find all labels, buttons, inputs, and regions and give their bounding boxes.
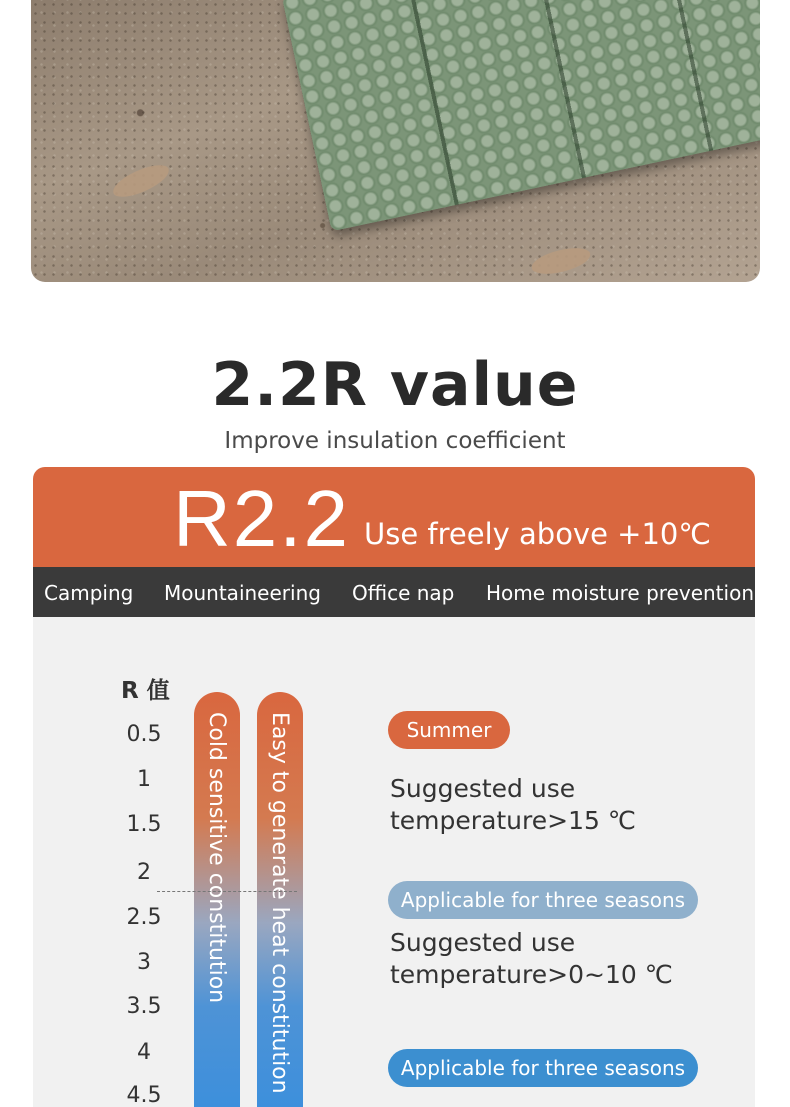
page-subtitle: Improve insulation coefficient <box>224 428 566 454</box>
scale-tick: 0.5 <box>126 722 162 747</box>
r-value-card <box>33 467 755 1107</box>
scale-tick: 4.5 <box>126 1083 162 1107</box>
season-badge-three-seasons: Applicable for three seasons <box>388 881 698 919</box>
page-title: 2.2R value <box>211 350 579 420</box>
scenario-mountaineering: Mountaineering <box>164 581 321 605</box>
scale-tick: 2.5 <box>126 905 162 930</box>
suggestion-line: Suggested use <box>390 774 576 803</box>
scenario-bar <box>33 567 755 617</box>
cold-constitution-bar <box>194 692 240 1107</box>
scale-tick: 3 <box>137 950 151 975</box>
scenario-office-nap: Office nap <box>352 581 455 605</box>
scale-tick: 2 <box>137 860 151 885</box>
season-badge-three-seasons-2: Applicable for three seasons <box>388 1049 698 1087</box>
scale-tick: 3.5 <box>126 994 162 1019</box>
suggestion-three-seasons <box>390 927 673 991</box>
r-value-number: R2.2 <box>173 474 350 563</box>
cold-constitution-label: Cold sensitive constitution <box>204 712 229 1004</box>
season-badge-summer: Summer <box>388 711 510 749</box>
scale-header: R 值 <box>121 678 170 704</box>
suggestion-summer <box>390 773 636 837</box>
product-photo <box>31 0 760 282</box>
scale-tick: 1.5 <box>126 812 162 837</box>
heat-constitution-label: Easy to generate heat constitution <box>267 712 292 1094</box>
suggestion-line: temperature>15 ℃ <box>390 806 636 835</box>
suggestion-line: temperature>0~10 ℃ <box>390 960 673 989</box>
suggestion-line: Suggested use <box>390 928 576 957</box>
r-value-marker-line <box>157 891 297 892</box>
heat-constitution-bar <box>257 692 303 1107</box>
scale-tick: 4 <box>137 1040 151 1065</box>
usage-text: Use freely above +10℃ <box>364 517 711 551</box>
scenario-home-moisture: Home moisture prevention <box>486 581 754 605</box>
scale-tick: 1 <box>137 767 151 792</box>
scenario-camping: Camping <box>44 581 134 605</box>
r-value-banner <box>33 467 755 567</box>
